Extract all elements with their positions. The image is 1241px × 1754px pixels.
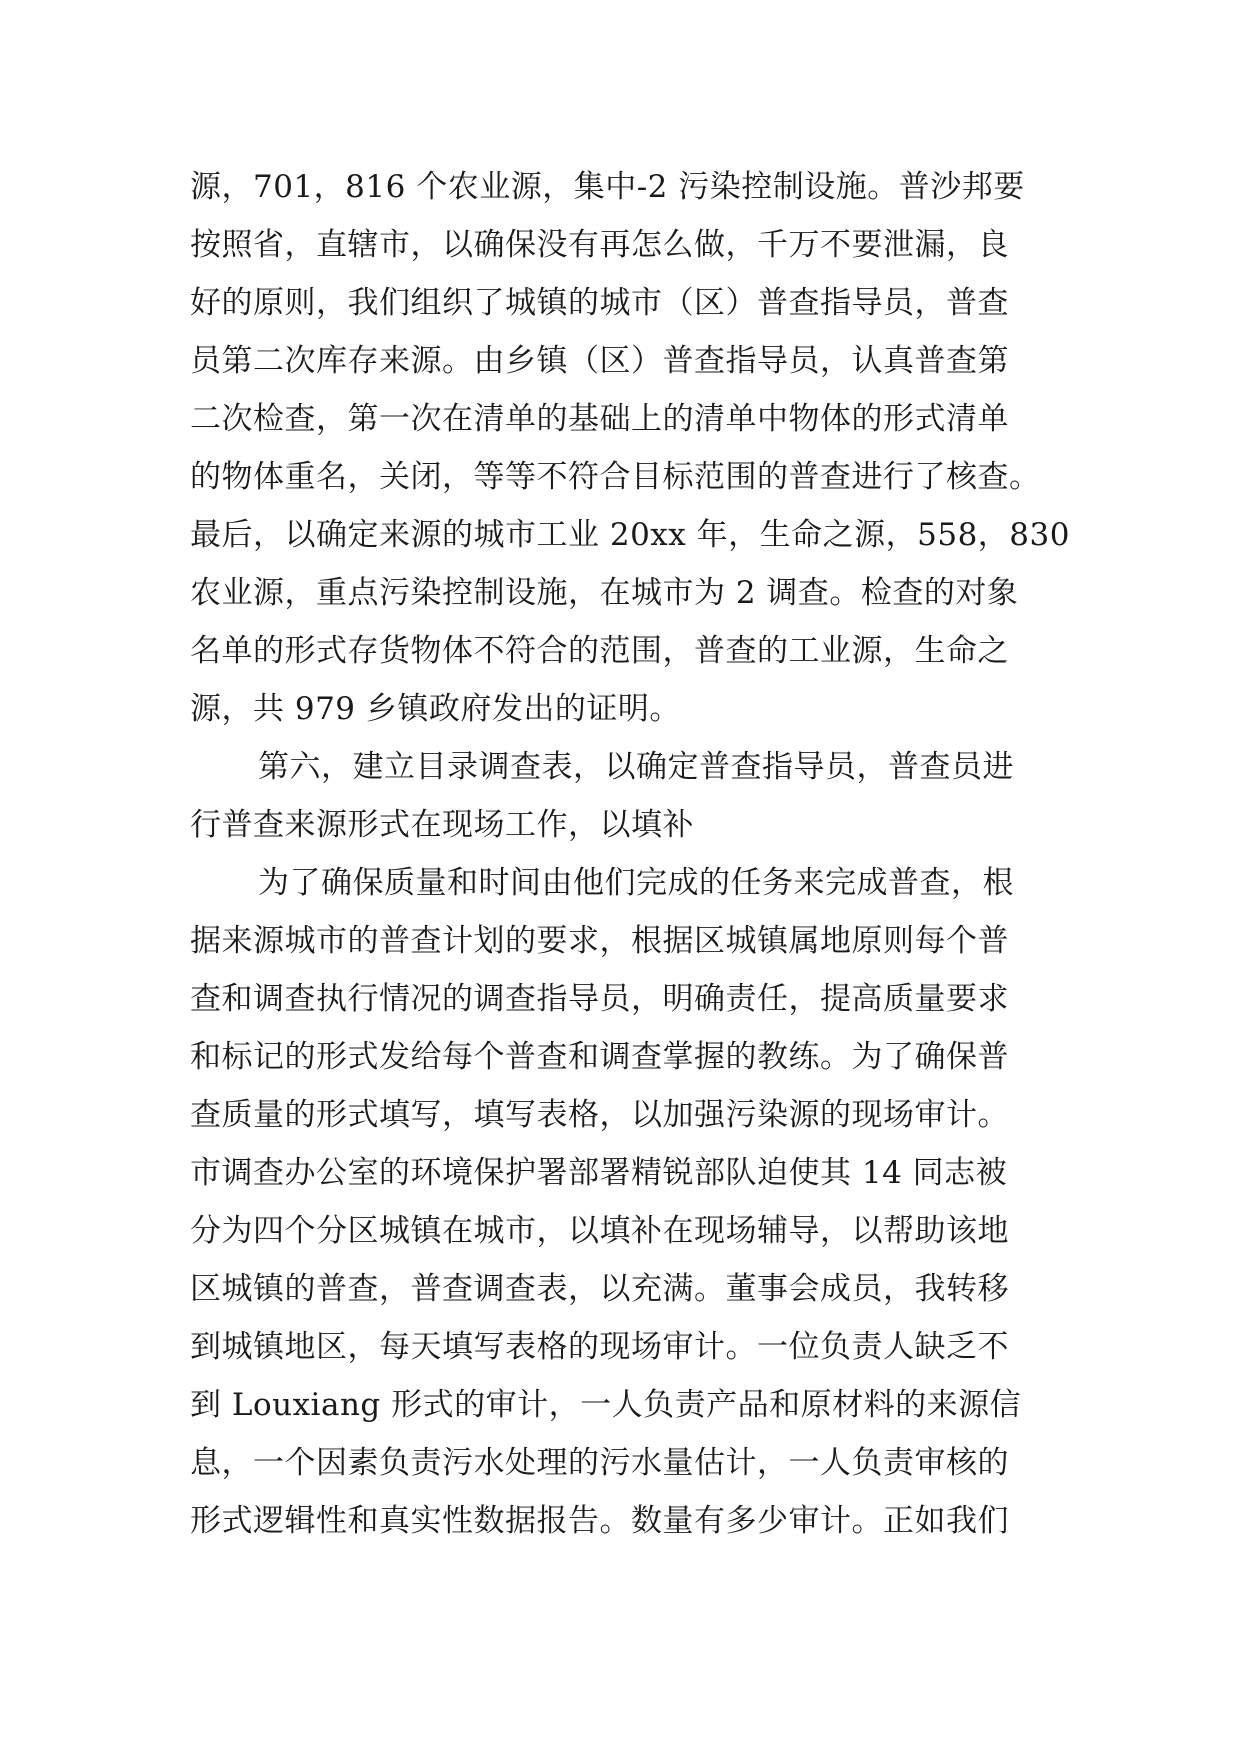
text-line: 最后，以确定来源的城市工业 20xx 年，生命之源，558，830 [190,517,1070,553]
text-line: 名单的形式存货物体不符合的范围，普查的工业源，生命之 [190,633,1009,669]
text-line: 据来源城市的普查计划的要求，根据区城镇属地原则每个普 [190,923,1009,959]
text-line: 员第二次库存来源。由乡镇（区）普查指导员，认真普查第 [190,343,1009,379]
text-line: 分为四个分区城镇在城市，以填补在现场辅导，以帮助该地 [190,1213,1009,1249]
text-line: 行普查来源形式在现场工作，以填补 [190,807,694,843]
text-line: 源，共 979 乡镇政府发出的证明。 [190,691,681,727]
text-line: 查和调查执行情况的调查指导员，明确责任，提高质量要求 [190,981,1009,1017]
text-line: 市调查办公室的环境保护署部署精锐部队迫使其 14 同志被 [190,1155,1008,1191]
text-line: 形式逻辑性和真实性数据报告。数量有多少审计。正如我们 [190,1503,1009,1539]
text-line: 二次检查，第一次在清单的基础上的清单中物体的形式清单 [190,401,1009,437]
text-line: 区城镇的普查，普查调查表，以充满。董事会成员，我转移 [190,1271,1009,1307]
paragraph-start-line: 为了确保质量和时间由他们完成的任务来完成普查，根 [258,865,1014,901]
text-line: 到 Louxiang 形式的审计，一人负责产品和原材料的来源信 [190,1387,1022,1423]
text-line: 农业源，重点污染控制设施，在城市为 2 调查。检查的对象 [190,575,1019,611]
body-text [190,158,1070,1550]
paragraph-start-line: 第六，建立目录调查表，以确定普查指导员，普查员进 [258,749,1014,785]
text-line: 息，一个因素负责污水处理的污水量估计，一人负责审核的 [190,1445,1009,1481]
text-line: 和标记的形式发给每个普查和调查掌握的教练。为了确保普 [190,1039,1009,1075]
text-line: 源，701，816 个农业源，集中-2 污染控制设施。普沙邦要 [190,169,1025,205]
text-line: 按照省，直辖市，以确保没有再怎么做，千万不要泄漏，良 [190,227,1009,263]
text-line: 到城镇地区，每天填写表格的现场审计。一位负责人缺乏不 [190,1329,1009,1365]
text-line: 查质量的形式填写，填写表格，以加强污染源的现场审计。 [190,1097,1009,1133]
text-line: 的物体重名，关闭，等等不符合目标范围的普查进行了核查。 [190,459,1041,495]
text-line: 好的原则，我们组织了城镇的城市（区）普查指导员，普查 [190,285,1009,321]
